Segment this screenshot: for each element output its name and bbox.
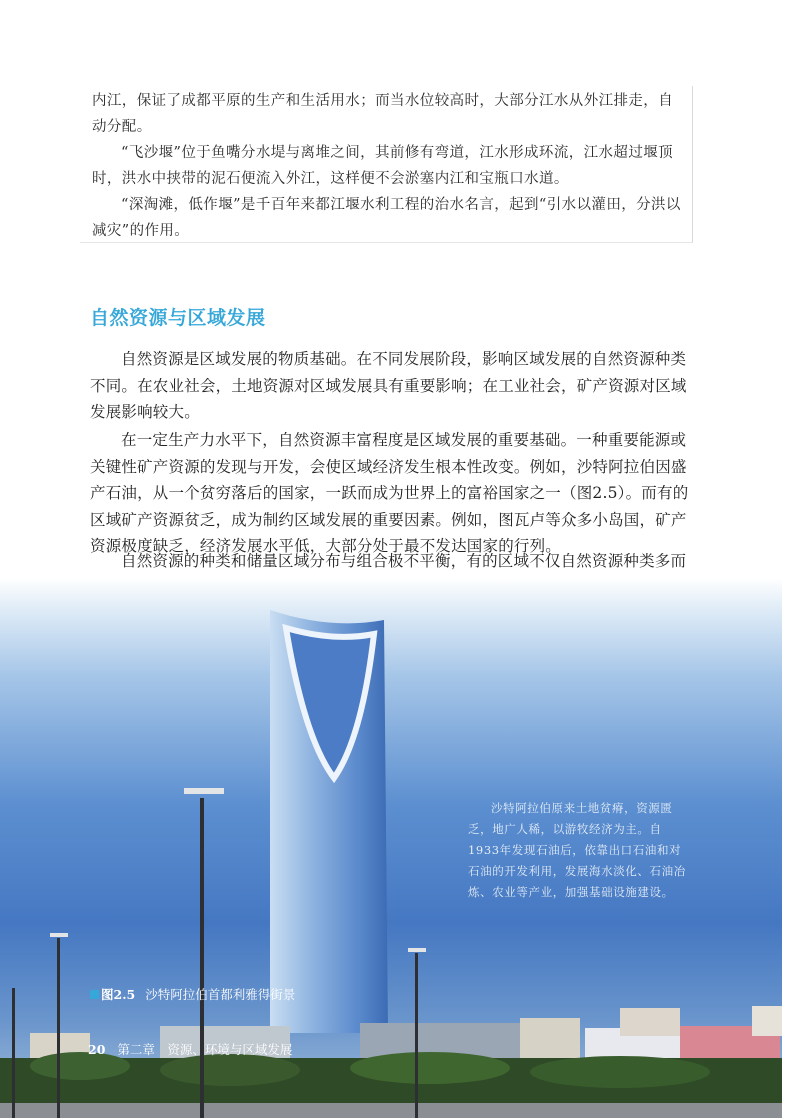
box-paragraph-2: “飞沙堰”位于鱼嘴分水堤与离堆之间，其前修有弯道，江水形成环流，江水超过堰顶时，洪水中挟带的泥石便流入外江，这样便不会淤塞内江和宝瓶口水道。 bbox=[92, 145, 674, 187]
figure-number: 图2.5 bbox=[101, 987, 136, 1002]
body-paragraph-1: 自然资源是区域发展的物质基础。在不同发展阶段，影响区域发展的自然资源种类不同。在农业社会，土地资源对区域发展具有重要影响；在工业社会，矿产资源对区域发展影响较大。 bbox=[90, 350, 687, 421]
figure-label bbox=[90, 985, 295, 1003]
section-heading: 自然资源与区域发展 bbox=[90, 307, 266, 329]
figure-title: 沙特阿拉伯首都利雅得街景 bbox=[145, 987, 296, 1002]
reading-box bbox=[80, 86, 693, 243]
chapter-title: 第二章 资源、环境与区域发展 bbox=[117, 1042, 293, 1057]
page-number: 20 bbox=[88, 1042, 106, 1057]
figure-marker-icon bbox=[90, 990, 99, 999]
figure-caption: 沙特阿拉伯原来土地贫瘠，资源匮乏，地广人稀，以游牧经济为主。自1933年发现石油后，依靠出口石油和对石油的开发利用，发展海水淡化、石油冶炼、农业等产业，加强基础设施建设。 bbox=[468, 801, 686, 899]
page-footer bbox=[88, 1040, 292, 1058]
body-paragraph-2: 在一定生产力水平下，自然资源丰富程度是区域发展的重要基础。一种重要能源或关键性矿产资源的发现与开发，会使区域经济发生根本性改变。例如，沙特阿拉伯因盛产石油，从一个贫穷落后的国家，一跃而成为世界上的富裕国家之一（图2.5）。而有的区域矿产资源贫乏，成为制约区域发展的重要因素。例如，图瓦卢等众多小岛国，矿产资源极度缺乏，经济发展水平低，大部分处于最不发达国家的行列。 bbox=[90, 431, 689, 555]
box-paragraph-1: 内江，保证了成都平原的生产和生活用水；而当水位较高时，大部分江水从外江排走，自动分配。 bbox=[92, 93, 674, 135]
box-paragraph-3: “深淘滩，低作堰”是千百年来都江堰水利工程的治水名言，起到“引水以灌田，分洪以减灾”的作用。 bbox=[92, 197, 681, 239]
body-paragraph-3: 自然资源的种类和储量区域分布与组合极不平衡，有的区域不仅自然资源种类多而 bbox=[121, 552, 687, 570]
